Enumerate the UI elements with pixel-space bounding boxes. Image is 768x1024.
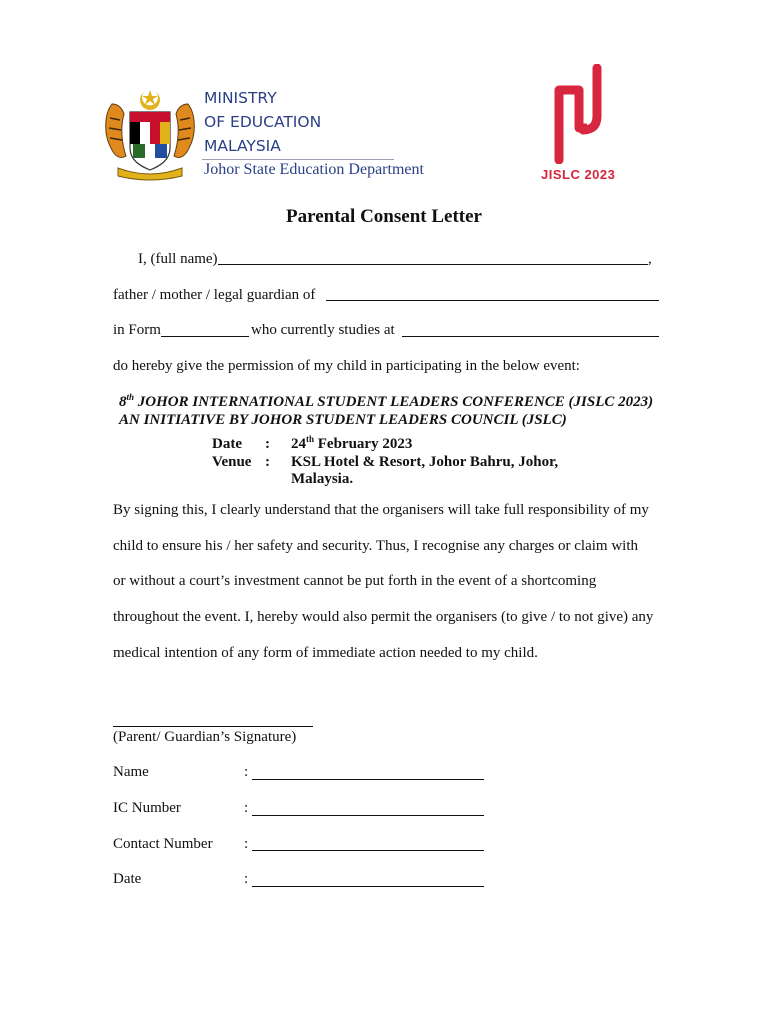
full-name-blank[interactable]	[218, 264, 648, 265]
department-divider	[202, 159, 394, 160]
form-blank[interactable]	[161, 336, 249, 337]
name-label: Name	[113, 764, 149, 780]
name-colon: :	[244, 764, 249, 780]
form-label: in Form	[113, 322, 161, 338]
date-colon: :	[265, 436, 270, 452]
full-name-comma: ,	[648, 251, 652, 267]
body-line-5: medical intention of any form of immediate action needed to my child.	[113, 645, 538, 661]
body-line-1: By signing this, I clearly understand that the organisers will take full responsibility of my	[113, 502, 649, 518]
date-field-colon: :	[244, 871, 249, 887]
child-name-blank[interactable]	[326, 300, 659, 301]
contact-number-blank[interactable]	[252, 850, 484, 851]
venue-label: Venue	[212, 454, 252, 470]
studies-label: who currently studies at	[251, 322, 395, 338]
jislc-logo	[553, 64, 609, 164]
body-line-3: or without a court’s investment cannot be put forth in the event of a shortcoming	[113, 573, 597, 589]
event-ordinal-suffix: th	[126, 392, 135, 402]
ministry-name	[204, 86, 321, 158]
signature-caption: (Parent/ Guardian’s Signature)	[113, 729, 297, 745]
event-date-month-year: February 2023	[314, 436, 413, 452]
signature-line[interactable]	[113, 726, 313, 727]
guardian-label: father / mother / legal guardian of	[113, 287, 316, 303]
school-blank[interactable]	[402, 336, 659, 337]
event-date-day: 24	[291, 436, 306, 452]
ic-number-colon: :	[244, 800, 249, 816]
jislc-logo-text: JISLC 2023	[541, 167, 616, 182]
event-title	[119, 394, 653, 411]
letter-title: Parental Consent Letter	[286, 206, 482, 227]
ministry-line-2: OF EDUCATION	[204, 113, 322, 131]
body-line-2: child to ensure his / her safety and security. Thus, I recognise any charges or claim with	[113, 538, 638, 554]
ministry-line-3: MALAYSIA	[204, 137, 281, 155]
name-blank[interactable]	[252, 779, 484, 780]
department-name: Johor State Education Department	[204, 161, 424, 178]
event-date	[291, 436, 412, 453]
full-name-label: I, (full name)	[138, 251, 218, 267]
event-ordinal: 8	[119, 394, 127, 410]
venue-line-1: KSL Hotel & Resort, Johor Bahru, Johor,	[291, 454, 559, 470]
date-field-blank[interactable]	[252, 886, 484, 887]
ministry-line-1: MINISTRY	[204, 89, 277, 107]
ministry-crest-logo	[100, 84, 200, 184]
venue-colon: :	[265, 454, 270, 470]
contact-number-colon: :	[244, 836, 249, 852]
event-title-text: JOHOR INTERNATIONAL STUDENT LEADERS CONFERENCE (JISLC 2023)	[134, 394, 654, 410]
ic-number-blank[interactable]	[252, 815, 484, 816]
contact-number-label: Contact Number	[113, 836, 213, 852]
date-label: Date	[212, 436, 242, 452]
ic-number-label: IC Number	[113, 800, 181, 816]
permission-text: do hereby give the permission of my child in participating in the below event:	[113, 358, 580, 374]
body-line-4: throughout the event. I, hereby would also permit the organisers (to give / to not give) any	[113, 609, 654, 625]
date-field-label: Date	[113, 871, 142, 887]
event-date-suffix: th	[306, 434, 315, 444]
venue-line-2: Malaysia.	[291, 471, 354, 487]
event-subtitle: AN INITIATIVE BY JOHOR STUDENT LEADERS COUNCIL (JSLC)	[119, 412, 567, 428]
